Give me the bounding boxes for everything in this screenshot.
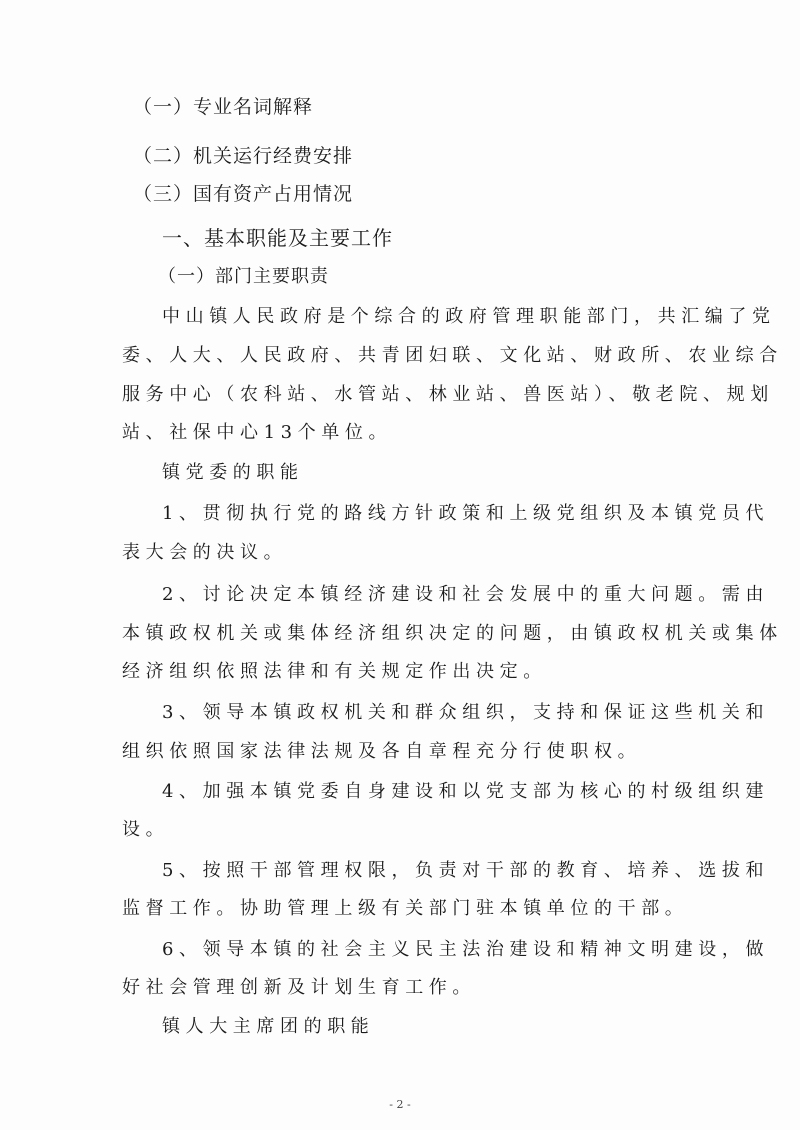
party-duty-3-line-2: 组织依照国家法律法规及各自章程充分行使职权。 — [122, 741, 642, 762]
party-duty-2-line-3: 经济组织依照法律和有关规定作出决定。 — [122, 661, 547, 682]
toc-item-terms: （一）专业名词解释 — [133, 96, 314, 118]
party-duty-6-line-1: 6、领导本镇的社会主义民主法治建设和精神文明建设，做 — [162, 939, 770, 960]
intro-line-3: 服务中心（农科站、水管站、林业站、兽医站）、敬老院、规划 — [122, 384, 774, 405]
party-duty-2-line-2: 本镇政权机关或集体经济组织决定的问题，由镇政权机关或集体 — [122, 623, 783, 644]
section-heading: 一、基本职能及主要工作 — [162, 226, 393, 250]
party-duty-3-line-1: 3、领导本镇政权机关和群众组织，支持和保证这些机关和 — [162, 702, 770, 723]
intro-line-1: 中山镇人民政府是个综合的政府管理职能部门，共汇编了党 — [162, 306, 776, 327]
toc-item-operating-funds: （二）机关运行经费安排 — [133, 145, 354, 167]
toc-item-state-assets: （三）国有资产占用情况 — [133, 183, 354, 205]
party-committee-title: 镇党委的职能 — [162, 462, 304, 483]
party-duty-6-line-2: 好社会管理创新及计划生育工作。 — [122, 977, 476, 998]
intro-line-4: 站、社保中心13个单位。 — [122, 422, 393, 443]
party-duty-2-line-1: 2、讨论决定本镇经济建设和社会发展中的重大问题。需由 — [162, 584, 770, 605]
party-duty-5-line-1: 5、按照干部管理权限，负责对干部的教育、培养、选拔和 — [162, 860, 770, 881]
party-duty-4-line-1: 4、加强本镇党委自身建设和以党支部为核心的村级组织建 — [162, 781, 770, 802]
party-duty-4-line-2: 设。 — [122, 819, 170, 840]
party-duty-1-line-1: 1、贯彻执行党的路线方针政策和上级党组织及本镇党员代 — [162, 503, 770, 524]
intro-line-2: 委、人大、人民政府、共青团妇联、文化站、财政所、农业综合 — [122, 345, 783, 366]
section-subheading: （一）部门主要职责 — [158, 266, 329, 287]
npc-presidium-title: 镇人大主席团的职能 — [162, 1016, 375, 1037]
page-number: - 2 - — [389, 1098, 411, 1111]
party-duty-1-line-2: 表大会的决议。 — [122, 542, 288, 563]
party-duty-5-line-2: 监督工作。协助管理上级有关部门驻本镇单位的干部。 — [122, 898, 689, 919]
